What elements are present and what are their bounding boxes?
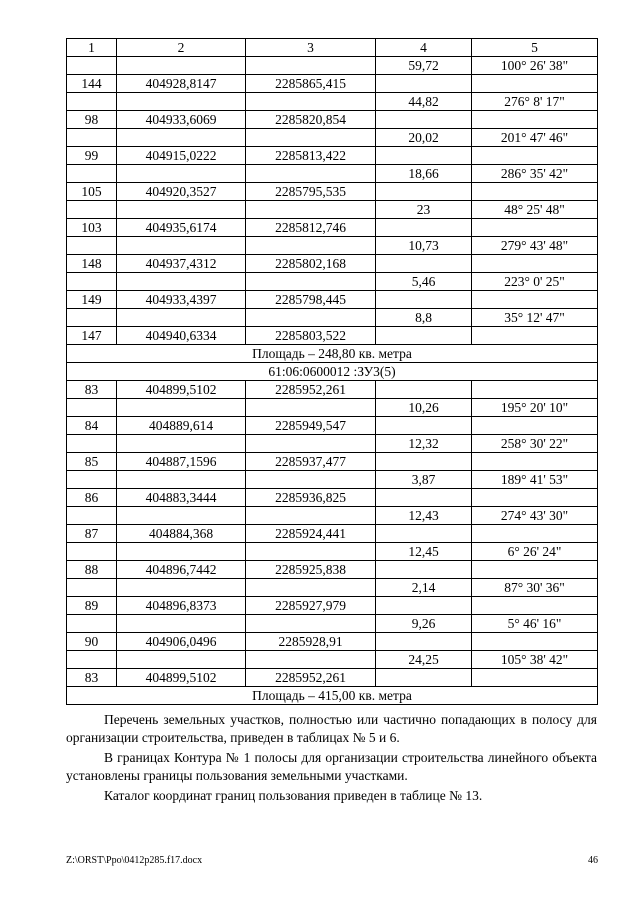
table-cell — [246, 399, 376, 417]
table-row-point — [67, 327, 598, 345]
table-cell: 89 — [67, 597, 117, 615]
table-row-segment — [67, 471, 598, 489]
table-cell — [376, 255, 472, 273]
table-cell: 404889,614 — [117, 417, 246, 435]
table-cell — [246, 129, 376, 147]
table-cell: 12,43 — [376, 507, 472, 525]
table-cell — [472, 147, 598, 165]
table-cell: 276° 8' 17" — [472, 93, 598, 111]
table-cell: 5° 46' 16" — [472, 615, 598, 633]
table-cell: 144 — [67, 75, 117, 93]
table-cell — [376, 75, 472, 93]
table-cell: 59,72 — [376, 57, 472, 75]
table-cell: 24,25 — [376, 651, 472, 669]
table-cell — [472, 669, 598, 687]
table-cell — [472, 525, 598, 543]
table-cell: 404887,1596 — [117, 453, 246, 471]
table-cell — [472, 381, 598, 399]
table-cell: 105° 38' 42" — [472, 651, 598, 669]
table-cell: 2285865,415 — [246, 75, 376, 93]
table-cell — [246, 471, 376, 489]
table-cell — [246, 165, 376, 183]
table-row-point — [67, 147, 598, 165]
table-cell — [246, 237, 376, 255]
table-cell — [117, 129, 246, 147]
table-cell: 10,73 — [376, 237, 472, 255]
table-row-point — [67, 525, 598, 543]
table-cell — [246, 201, 376, 219]
table-cell — [472, 111, 598, 129]
table-cell: 2285813,422 — [246, 147, 376, 165]
table-row-point — [67, 453, 598, 471]
table-cell — [472, 597, 598, 615]
table-cell: 404915,0222 — [117, 147, 246, 165]
table-cell: 2285802,168 — [246, 255, 376, 273]
table-cell: 404906,0496 — [117, 633, 246, 651]
table-row-segment — [67, 57, 598, 75]
header-cell: 2 — [117, 39, 246, 57]
table-cell — [67, 129, 117, 147]
header-cell: 1 — [67, 39, 117, 57]
table-cell — [67, 309, 117, 327]
table-cell — [117, 399, 246, 417]
table-cell: 2285949,547 — [246, 417, 376, 435]
table-cell — [376, 453, 472, 471]
table-row-point — [67, 597, 598, 615]
header-cell: 5 — [472, 39, 598, 57]
table-cell: 2285803,522 — [246, 327, 376, 345]
table-row-segment — [67, 615, 598, 633]
table-cell — [117, 507, 246, 525]
table-row-segment — [67, 579, 598, 597]
table-cell: 87° 30' 36" — [472, 579, 598, 597]
coordinates-table — [66, 38, 598, 705]
table-cell — [376, 633, 472, 651]
table-cell — [246, 93, 376, 111]
table-cell — [376, 219, 472, 237]
table-cell: 12,45 — [376, 543, 472, 561]
table-cell: 286° 35' 42" — [472, 165, 598, 183]
table-cell — [376, 417, 472, 435]
table-cell — [376, 597, 472, 615]
table-cell — [376, 381, 472, 399]
table-row-segment — [67, 237, 598, 255]
table-cell — [246, 309, 376, 327]
table-cell — [67, 579, 117, 597]
table-cell: 148 — [67, 255, 117, 273]
header-cell: 4 — [376, 39, 472, 57]
paragraph-parcel-list: Перечень земельных участков, полностью или частично попадающих в полосу для организации строительства, приведен в таблицах № 5 и 6. — [66, 712, 597, 745]
table-row-point — [67, 75, 598, 93]
table-row-point — [67, 489, 598, 507]
table-row-segment — [67, 165, 598, 183]
table-cell: 201° 47' 46" — [472, 129, 598, 147]
table-cell: 12,32 — [376, 435, 472, 453]
table-cell — [246, 507, 376, 525]
table-cell: 404899,5102 — [117, 381, 246, 399]
table-row-segment — [67, 273, 598, 291]
table-cell: 2285936,825 — [246, 489, 376, 507]
table-cell — [67, 651, 117, 669]
table-row-segment — [67, 399, 598, 417]
table-merged-row — [67, 345, 598, 363]
table-cell: 100° 26' 38" — [472, 57, 598, 75]
table-cell — [472, 327, 598, 345]
merged-cell: Площадь – 248,80 кв. метра — [67, 345, 598, 363]
table-cell: 258° 30' 22" — [472, 435, 598, 453]
table-cell: 2285937,477 — [246, 453, 376, 471]
table-row-point — [67, 561, 598, 579]
table-cell: 404884,368 — [117, 525, 246, 543]
table-cell — [117, 579, 246, 597]
table-cell: 2285952,261 — [246, 381, 376, 399]
table-cell — [246, 273, 376, 291]
table-cell — [376, 525, 472, 543]
table-cell — [67, 237, 117, 255]
table-merged-row — [67, 687, 598, 705]
table-cell: 404883,3444 — [117, 489, 246, 507]
table-cell — [472, 183, 598, 201]
table-cell — [117, 237, 246, 255]
table-row-point — [67, 669, 598, 687]
table-cell: 83 — [67, 381, 117, 399]
table-cell — [472, 489, 598, 507]
table-cell — [67, 471, 117, 489]
table-cell: 99 — [67, 147, 117, 165]
table-cell — [472, 219, 598, 237]
paragraph-contour-boundaries: В границах Контура № 1 полосы для организации строительства линейного объекта установлены границы пользования земельными участками. — [66, 750, 597, 783]
table-cell: 88 — [67, 561, 117, 579]
table-cell — [472, 255, 598, 273]
table-header-row — [67, 39, 598, 57]
table-row-point — [67, 255, 598, 273]
table-cell — [117, 435, 246, 453]
table-merged-row — [67, 363, 598, 381]
table-row-segment — [67, 651, 598, 669]
table-cell — [472, 75, 598, 93]
table-row-segment — [67, 309, 598, 327]
table-cell: 83 — [67, 669, 117, 687]
table-cell — [117, 651, 246, 669]
header-cell: 3 — [246, 39, 376, 57]
table-cell: 86 — [67, 489, 117, 507]
table-cell — [472, 417, 598, 435]
table-cell: 195° 20' 10" — [472, 399, 598, 417]
table-cell — [67, 93, 117, 111]
merged-cell: 61:06:0600012 :ЗУ3(5) — [67, 363, 598, 381]
table-cell: 44,82 — [376, 93, 472, 111]
table-row-point — [67, 111, 598, 129]
table-cell: 404940,6334 — [117, 327, 246, 345]
table-cell: 2285928,91 — [246, 633, 376, 651]
table-cell — [472, 633, 598, 651]
coordinates-table-body — [67, 39, 598, 705]
table-cell — [67, 615, 117, 633]
table-cell — [376, 111, 472, 129]
table-cell: 85 — [67, 453, 117, 471]
table-cell — [246, 579, 376, 597]
table-cell: 404935,6174 — [117, 219, 246, 237]
table-cell — [117, 93, 246, 111]
table-row-point — [67, 381, 598, 399]
table-cell: 274° 43' 30" — [472, 507, 598, 525]
table-cell: 2285812,746 — [246, 219, 376, 237]
table-cell: 48° 25' 48" — [472, 201, 598, 219]
table-cell: 10,26 — [376, 399, 472, 417]
table-cell: 90 — [67, 633, 117, 651]
table-cell: 105 — [67, 183, 117, 201]
table-cell — [117, 165, 246, 183]
table-row-segment — [67, 543, 598, 561]
table-cell: 84 — [67, 417, 117, 435]
table-row-segment — [67, 507, 598, 525]
table-cell: 35° 12' 47" — [472, 309, 598, 327]
table-cell — [117, 471, 246, 489]
table-cell: 2285924,441 — [246, 525, 376, 543]
table-cell — [117, 201, 246, 219]
table-cell — [472, 453, 598, 471]
table-cell: 2285952,261 — [246, 669, 376, 687]
table-cell: 20,02 — [376, 129, 472, 147]
table-cell — [67, 543, 117, 561]
table-cell — [67, 201, 117, 219]
table-cell — [67, 399, 117, 417]
table-cell: 103 — [67, 219, 117, 237]
table-cell — [376, 291, 472, 309]
table-cell — [376, 327, 472, 345]
table-cell — [246, 57, 376, 75]
table-row-point — [67, 219, 598, 237]
table-cell — [246, 435, 376, 453]
paragraph-coordinate-catalog: Каталог координат границ пользования приведен в таблице № 13. — [104, 788, 483, 803]
table-cell: 404933,6069 — [117, 111, 246, 129]
table-cell — [67, 507, 117, 525]
table-cell: 98 — [67, 111, 117, 129]
table-cell: 18,66 — [376, 165, 472, 183]
table-cell: 8,8 — [376, 309, 472, 327]
table-cell — [117, 273, 246, 291]
table-cell — [117, 543, 246, 561]
table-cell — [376, 183, 472, 201]
table-row-segment — [67, 129, 598, 147]
table-cell — [376, 147, 472, 165]
table-cell: 3,87 — [376, 471, 472, 489]
table-cell: 149 — [67, 291, 117, 309]
table-row-point — [67, 183, 598, 201]
table-cell — [472, 291, 598, 309]
merged-cell: Площадь – 415,00 кв. метра — [67, 687, 598, 705]
table-cell: 404928,8147 — [117, 75, 246, 93]
footer-file-path: Z:\ORST\Ppo\0412p285.f17.docx — [66, 855, 203, 866]
table-cell — [117, 615, 246, 633]
table-cell: 404933,4397 — [117, 291, 246, 309]
table-cell — [246, 543, 376, 561]
table-cell — [472, 561, 598, 579]
table-cell: 2285820,854 — [246, 111, 376, 129]
table-cell: 2285927,979 — [246, 597, 376, 615]
table-cell: 9,26 — [376, 615, 472, 633]
footer-page-number: 46 — [588, 855, 598, 866]
table-cell: 223° 0' 25" — [472, 273, 598, 291]
table-cell: 404899,5102 — [117, 669, 246, 687]
table-cell — [376, 561, 472, 579]
table-cell: 147 — [67, 327, 117, 345]
table-cell: 5,46 — [376, 273, 472, 291]
table-cell: 2285798,445 — [246, 291, 376, 309]
table-row-point — [67, 633, 598, 651]
table-cell — [246, 615, 376, 633]
table-row-point — [67, 417, 598, 435]
table-cell: 279° 43' 48" — [472, 237, 598, 255]
table-cell: 404920,3527 — [117, 183, 246, 201]
table-cell: 6° 26' 24" — [472, 543, 598, 561]
table-cell: 404896,8373 — [117, 597, 246, 615]
table-cell: 189° 41' 53" — [472, 471, 598, 489]
table-cell: 404896,7442 — [117, 561, 246, 579]
table-cell — [117, 309, 246, 327]
table-cell — [67, 435, 117, 453]
table-cell — [117, 57, 246, 75]
table-cell — [67, 57, 117, 75]
table-row-segment — [67, 435, 598, 453]
table-cell: 2,14 — [376, 579, 472, 597]
table-cell: 23 — [376, 201, 472, 219]
table-cell: 404937,4312 — [117, 255, 246, 273]
table-row-segment — [67, 201, 598, 219]
table-row-segment — [67, 93, 598, 111]
table-cell — [67, 273, 117, 291]
table-cell: 2285925,838 — [246, 561, 376, 579]
table-cell — [67, 165, 117, 183]
table-cell: 2285795,535 — [246, 183, 376, 201]
table-cell — [376, 489, 472, 507]
table-row-point — [67, 291, 598, 309]
table-cell — [246, 651, 376, 669]
table-cell: 87 — [67, 525, 117, 543]
table-cell — [376, 669, 472, 687]
